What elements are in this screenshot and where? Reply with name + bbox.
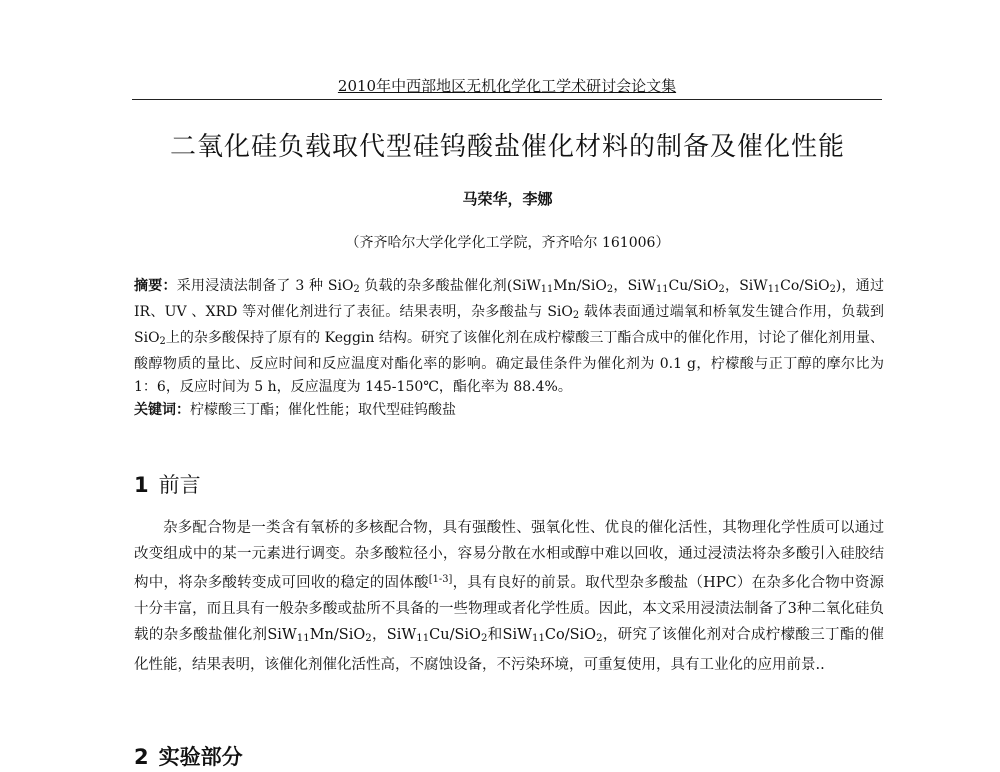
- section-title: 实验部分: [158, 745, 243, 769]
- subscript: 2: [572, 310, 580, 321]
- paper-title: 二氧化硅负载取代型硅钨酸盐催化材料的制备及催化性能: [169, 132, 845, 162]
- abstract-text: Co/SiO: [780, 278, 830, 294]
- introduction-body: [134, 515, 884, 678]
- body-text: 杂多配合物是一类含有氧桥的多核配合物，具有强酸性、强氧化性、优良的催化活性，其物理化学性质可以通过改变组成中的某一元素进行调变。杂多酸粒径小，容易分散在水相或醇中难以回收，通过浸渍法将杂多酸引入硅胶结构中，将杂多酸转变成可回收的稳定的固体酸: [134, 520, 884, 591]
- subscript: 11: [656, 284, 669, 295]
- subscript: 2: [829, 284, 836, 295]
- section-heading-experimental: [134, 742, 534, 772]
- body-text: Cu/SiO: [429, 627, 481, 643]
- running-header: [132, 76, 882, 100]
- section-title: 前言: [158, 473, 201, 497]
- abstract-text: ，SiW: [724, 278, 768, 294]
- section-heading-introduction: [134, 470, 534, 500]
- abstract-text: )，通过 IR、UV 、XRD 等对催化剂进行了表征。结果表明，杂多酸盐与 SiO: [134, 278, 884, 320]
- affiliation: （齐齐哈尔大学化学化工学院，齐齐哈尔 161006）: [345, 235, 670, 251]
- keywords-label: 关键词：: [134, 402, 190, 418]
- abstract: [134, 275, 884, 399]
- abstract-text: Mn/SiO: [553, 278, 607, 294]
- body-text: Mn/SiO: [309, 627, 366, 643]
- subscript: 2: [353, 284, 360, 295]
- running-header-text: 2010年中西部地区无机化学化工学术研讨会论文集: [337, 77, 677, 95]
- abstract-block: [134, 275, 884, 422]
- subscript: 11: [416, 633, 430, 644]
- subscript: 2: [365, 633, 372, 644]
- keywords-text: 柠檬酸三丁酯；催化性能；取代型硅钨酸盐: [190, 402, 456, 418]
- subscript: 11: [296, 633, 310, 644]
- abstract-text: 采用浸渍法制备了 3 种 SiO: [176, 278, 354, 294]
- subscript: 11: [767, 284, 781, 295]
- body-text: ，SiW: [371, 627, 417, 643]
- citation-ref[interactable]: [1-3]: [428, 574, 453, 585]
- body-text: ，具有良好的前景。取代型杂多酸盐（HPC）在杂多化合物中资源十分丰富，而且具有一般杂多酸或盐所不具备的一些物理或者化学性质。因此，本文采用浸渍法制备了3种二氧化硅负载的杂多酸盐催化剂SiW: [134, 575, 885, 643]
- abstract-label: 摘要：: [134, 278, 177, 294]
- body-text: 和SiW: [487, 627, 533, 643]
- authors: 马荣华，李娜: [462, 190, 553, 208]
- subscript: 2: [480, 633, 488, 644]
- section-number: 2: [134, 745, 149, 769]
- subscript: 2: [596, 633, 603, 644]
- abstract-text: 载体表面通过端氧和桥氧发生键合作用，负载到 SiO: [134, 304, 885, 346]
- section-number: 1: [134, 473, 149, 497]
- body-text: ，研究了该催化剂对合成柠檬酸三丁酯的催化性能，结果表明，该催化剂催化活性高，不腐蚀设备，不污染环境，可重复使用，具有工业化的应用前景..: [134, 627, 884, 673]
- subscript: 2: [718, 284, 725, 295]
- abstract-text: 上的杂多酸保持了原有的 Keggin 结构。研究了该催化剂在成柠檬酸三丁酯合成中的催化作用，讨论了催化剂用量、酸醇物质的量比、反应时间和反应温度对酯化率的影响。确定最佳条件为催化剂为 0.1 g，柠檬酸与正丁醇的摩尔比为 1：6，反应时间为 5 h，反应温度为 145-150℃，酯化率为 88.4%。: [134, 330, 884, 395]
- abstract-text: Cu/SiO: [668, 278, 719, 294]
- body-text: Co/SiO: [544, 627, 597, 643]
- keywords: [134, 399, 884, 422]
- subscript: 11: [532, 633, 545, 644]
- subscript: 2: [159, 336, 166, 347]
- abstract-text: 负载的杂多酸盐催化剂(SiW: [359, 278, 541, 294]
- subscript: 2: [606, 284, 614, 295]
- paragraph: [134, 515, 884, 678]
- subscript: 11: [540, 284, 554, 295]
- abstract-text: ，SiW: [613, 278, 657, 294]
